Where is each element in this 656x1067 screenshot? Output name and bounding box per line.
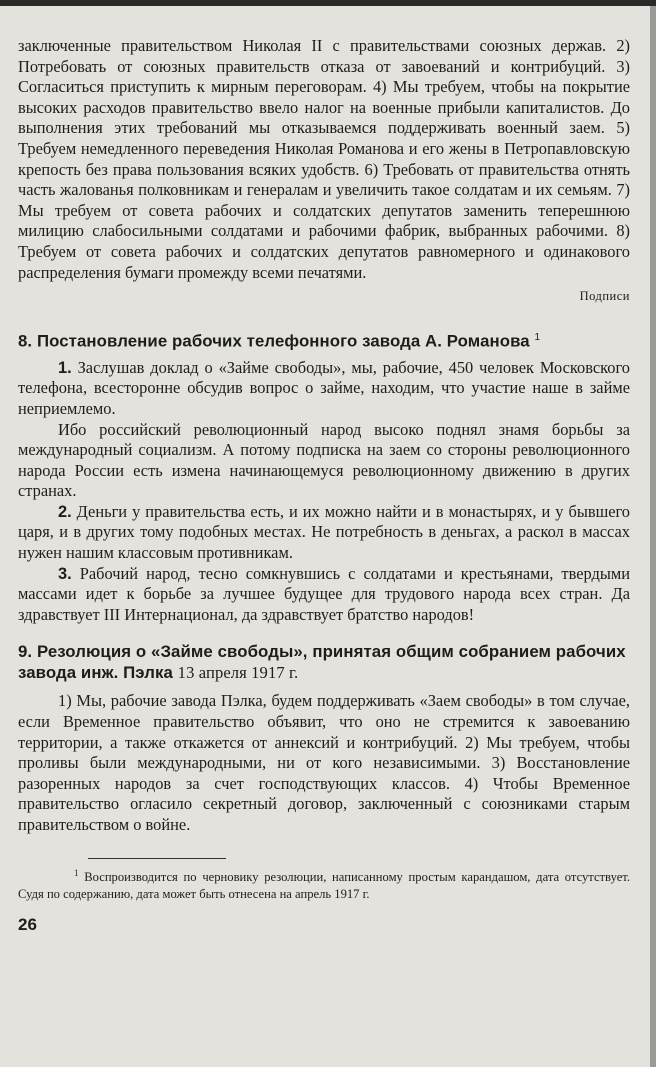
- paragraph-text: Рабочий народ, тесно сомкнувшись с солдатами и крестьянами, твердыми массами идет к борьбе за лучшее будущее для трудового народа всех стран. Да здравствует III Интернационал, да здравствует братство народов!: [18, 563, 630, 624]
- footnote-mark: 1: [74, 867, 79, 878]
- section-8-heading: [18, 327, 630, 352]
- footnote-divider: [88, 858, 226, 859]
- section-9-heading: [18, 641, 630, 683]
- footnote: [18, 865, 630, 903]
- document-6-continuation: заключенные правительством Николая II с правительствами союзных держав. 2) Потребовать от союзных правительств отказа от завоеваний и контрибуций. 3) Согласиться приступить к мирным переговорам. 4) Мы требуем, чтобы на покрытие высоких расходов правительство ввело налог на военные прибыли капиталистов. До выполнения этих требований мы отказываемся поддерживать военный заем. 5) Требуем немедленного переведения Николая Романова и его жены в Петропавловскую крепость без права пользования всяких удобств. 6) Требовать от правительства отнять часть жалованья полковникам и генералам и увеличить такое солдатам и их семьям. 7) Мы требуем от совета рабочих и солдатских депутатов заменить теперешнюю милицию слабосильными солдатами и рабочими фабрик, выбранных рабочими. 8) Требуем от совета рабочих и солдатских депутатов равномерного и одинакового распределения бумаги промежду всеми печатями.: [18, 36, 630, 282]
- section-8-paragraph-1: [18, 358, 630, 420]
- page-content: [18, 36, 630, 935]
- item-number: 2.: [58, 502, 72, 521]
- paragraph-text: Заслушав доклад о «Займе свободы», мы, рабочие, 450 человек Московского телефона, всесторонне обсудив вопрос о займе, находим, что участие наше в займе неприемлемо.: [18, 357, 630, 418]
- signatures-note: Подписи: [579, 289, 630, 304]
- item-number: 1.: [58, 358, 72, 377]
- section-9-date: 13 апреля 1917 г.: [177, 663, 299, 683]
- paragraph-text: Деньги у правительства есть, и их можно найти и в монастырях, и у бывшего царя, и в других тому подобных местах. Не потребность в деньгах, а раскол в массах нужен нашим классовым противникам.: [18, 501, 630, 563]
- footnote-ref: 1: [534, 332, 541, 344]
- section-9-paragraph-1: 1) Мы, рабочие завода Пэлка, будем поддерживать «Заем свободы» в том случае, если Временное правительство объявит, что оно не стремится к завоеванию территории, а также откажется от аннексий и контрибуций. 2) Мы требуем, чтобы проливы были международными, ни от кого независимыми. 3) Восстановление разоренных народов за счет господствующих классов. 4) Чтобы Временное правительство огласило секретный договор, заключенный с союзниками старым правительством о войне.: [18, 691, 630, 834]
- section-8-title: 8. Постановление рабочих телефонного завода А. Романова: [18, 331, 530, 351]
- footnote-text: Воспроизводится по черновику резолюции, написанному простым карандашом, дата отсутствует. Судя по содержанию, дата может быть отнесена на апрель 1917 г.: [18, 869, 630, 901]
- section-8-paragraph-2: Ибо российский революционный народ высоко поднял знамя борьбы за международный социализм. А потому подписка на заем со стороны революционного народа России есть измена начинающемуся революционному движению в других странах.: [18, 419, 630, 501]
- section-8-paragraph-4: [18, 564, 630, 626]
- section-8-paragraph-3: [18, 502, 630, 564]
- section-9-title: 9. Резолюция о «Займе свободы», принятая общим собранием рабочих завода инж. Пэлка: [18, 642, 626, 683]
- page-number: 26: [18, 914, 37, 934]
- book-page: [0, 6, 650, 1067]
- item-number: 3.: [58, 564, 72, 583]
